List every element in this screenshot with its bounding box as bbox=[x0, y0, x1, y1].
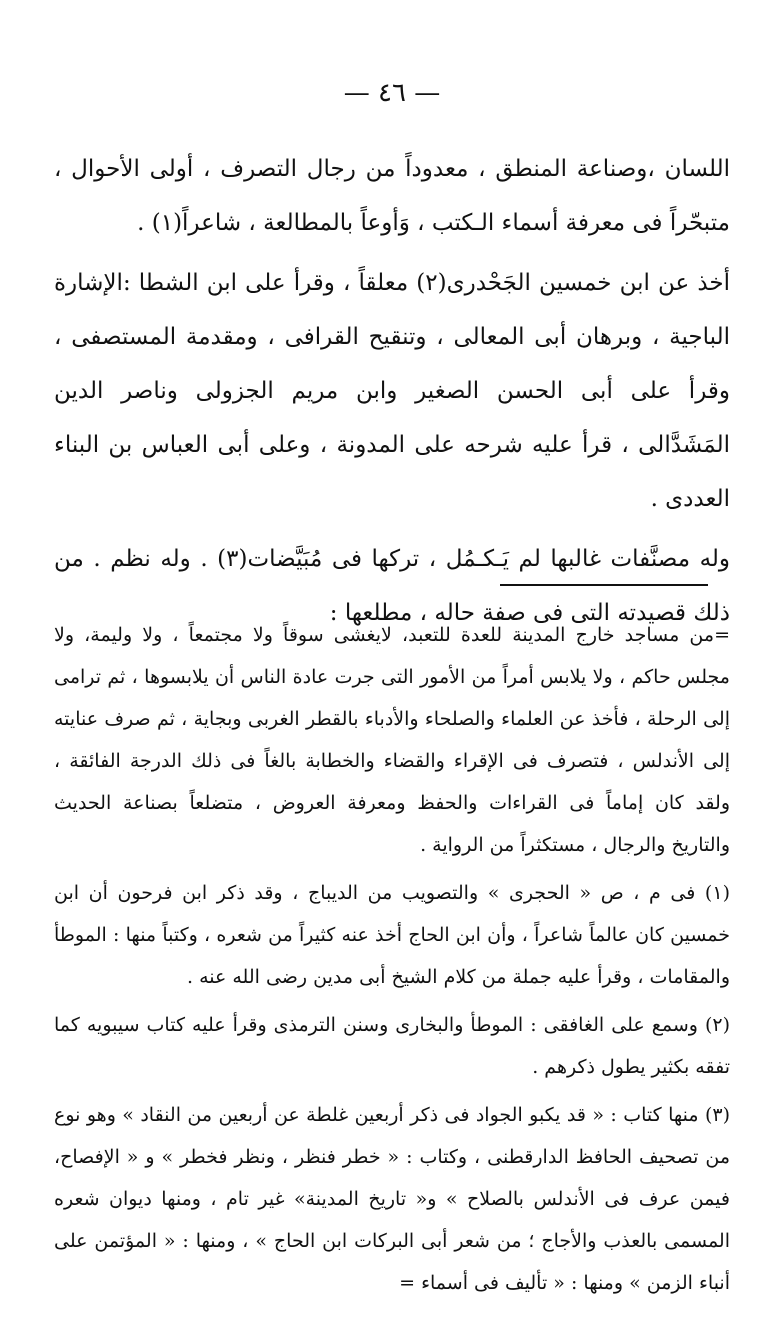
footnotes bbox=[54, 614, 730, 1304]
page-number: — ٤٦ — bbox=[343, 78, 441, 108]
paragraph-2: أخذ عن ابن خمسين الجَحْدرى(٢) معلقاً ، وقرأ على ابن الشطا :الإشارة الباجية ، وبرهان أبى المعالى ، وتنقيح القرافى ، ومقدمة المستصفى ، وقرأ على أبى الحسن الصغير وابن مريم الجزولى وناصر الدين المَشَدَّالى ، قرأ عليه شرحه على المدونة ، وعلى أبى العباس بن البناء العددى . bbox=[54, 270, 730, 512]
footnote-1: (١) فى م ، ص « الحجرى » والتصويب من الديباج ، وقد ذكر ابن فرحون أن ابن خمسين كان عالماً شاعراً ، وأن ابن الحاج أخذ عنه كثيراً من شعره ، وكتباً منها : الموطأ والمقامات ، وقرأ عليه جملة من كلام الشيخ أبى مدين رضى الله عنه . bbox=[54, 882, 730, 988]
footnote-continuation: =من مساجد خارج المدينة للعدة للتعبد، لايغشى سوقاً ولا مجتمعاً ، ولا وليمة، ولا مجلس حاكم ، ولا يلابس أمراً من الأمور التى جرت عادة الناس أن يلابسوها ، ثم ترامى إلى الرحلة ، فأخذ عن العلماء والصلحاء والأدباء بالقطر الغربى وبجاية ، ثم صرف عنايته إلى الأندلس ، فتصرف فى الإقراء والقضاء والخطابة بالغاً فى ذلك الدرجة الفائقة ، ولقد كان إماماً فى القراءات والحفظ ومعرفة العروض ، متضلعاً بصناعة الحديث والتاريخ والرجال ، مستكثراً من الرواية . bbox=[54, 624, 730, 856]
footnote-3: (٣) منها كتاب : « قد يكبو الجواد فى ذكر أربعين غلطة عن أربعين من النقاد » وهو نوع من تصحيف الحافظ الدارقطنى ، وكتاب : « خطر فنظر ، ونظر فخطر » و « الإفصاح، فيمن عرف فى الأندلس بالصلاح » و« تاريخ المدينة» غير تام ، ومنها ديوان شعره المسمى بالعذب والأجاج ؛ من شعر أبى البركات ابن الحاج » ، ومنها : « المؤتمن على أنباء الزمن » ومنها : « تأليف فى أسماء = bbox=[54, 1104, 730, 1294]
main-text bbox=[54, 142, 730, 640]
footnote-2: (٢) وسمع على الغافقى : الموطأ والبخارى وسنن الترمذى وقرأ عليه كتاب سيبويه كما تفقه بكثير يطول ذكرهم . bbox=[54, 1014, 730, 1078]
paragraph-1: اللسان ،وصناعة المنطق ، معدوداً من رجال التصرف ، أولى الأحوال ، متبحّراً فى معرفة أسماء الـكتب ، وَأوعاً بالمطالعة ، شاعراً(١) . bbox=[54, 156, 730, 236]
paragraph-3: وله مصنَّفات غالبها لم يَـكـمُل ، تركها فى مُبَيَّضات(٣) . وله نظم . من ذلك قصيدته التى فى صفة حاله ، مطلعها : bbox=[54, 546, 731, 626]
footnote-separator bbox=[500, 584, 708, 586]
